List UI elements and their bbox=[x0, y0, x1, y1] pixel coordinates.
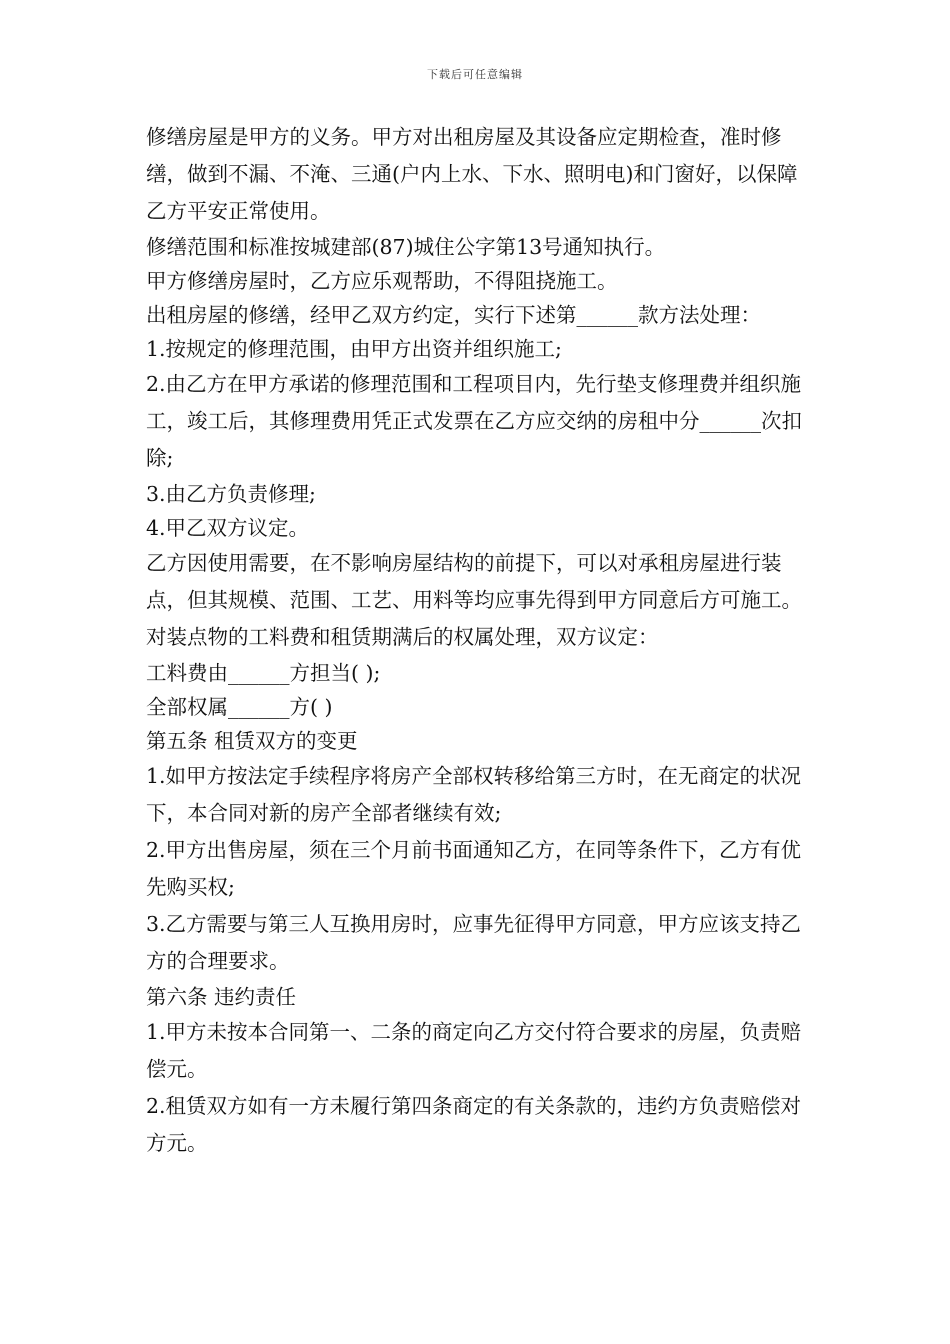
list-item-method-2: 2.由乙方在甲方承诺的修理范围和工程项目内，先行垫支修理费并组织施工，竣工后，其修理费用凭正式发票在乙方应交纳的房租中分______次扣除; bbox=[146, 372, 802, 470]
page-header: 下载后可任意编辑 bbox=[427, 68, 523, 81]
list-item-method-4: 4.甲乙双方议定。 bbox=[146, 516, 310, 540]
paragraph-repair-method: 出租房屋的修缮，经甲乙双方约定，实行下述第______款方法处理： bbox=[146, 303, 761, 327]
section-heading-article-5: 第五条 租赁双方的变更 bbox=[146, 729, 358, 753]
paragraph-decoration: 乙方因使用需要，在不影响房屋结构的前提下，可以对承租房屋进行装点，但其规模、范围、工艺、用料等均应事先得到甲方同意后方可施工。对装点物的工料费和租赁期满后的权属处理，双方议定： bbox=[146, 551, 802, 649]
paragraph-repair-standard: 修缮范围和标准按城建部(87)城住公字第13号通知执行。 bbox=[146, 235, 666, 259]
paragraph-repair-cooperation: 甲方修缮房屋时，乙方应乐观帮助，不得阻挠施工。 bbox=[146, 269, 618, 293]
paragraph-ownership: 全部权属______方( ) bbox=[146, 695, 333, 719]
list-item-change-3: 3.乙方需要与第三人互换用房时，应事先征得甲方同意，甲方应该支持乙方的合理要求。 bbox=[146, 912, 802, 973]
list-item-breach-1: 1.甲方未按本合同第一、二条的商定向乙方交付符合要求的房屋，负责赔偿元。 bbox=[146, 1020, 802, 1081]
document-body bbox=[146, 119, 814, 1162]
list-item-change-2: 2.甲方出售房屋，须在三个月前书面通知乙方，在同等条件下，乙方有优先购买权; bbox=[146, 838, 802, 899]
list-item-method-1: 1.按规定的修理范围，由甲方出资并组织施工; bbox=[146, 337, 562, 361]
list-item-method-3: 3.由乙方负责修理; bbox=[146, 482, 316, 506]
paragraph-material-cost: 工料费由______方担当( ); bbox=[146, 661, 381, 685]
section-heading-article-6: 第六条 违约责任 bbox=[146, 985, 297, 1009]
paragraph-repair-obligation: 修缮房屋是甲方的义务。甲方对出租房屋及其设备应定期检查，准时修缮，做到不漏、不淹、三通(户内上水、下水、照明电)和门窗好，以保障乙方平安正常使用。 bbox=[146, 125, 798, 223]
list-item-change-1: 1.如甲方按法定手续程序将房产全部权转移给第三方时，在无商定的状况下，本合同对新的房产全部者继续有效; bbox=[146, 764, 802, 825]
list-item-breach-2: 2.租赁双方如有一方未履行第四条商定的有关条款的，违约方负责赔偿对方元。 bbox=[146, 1094, 802, 1155]
